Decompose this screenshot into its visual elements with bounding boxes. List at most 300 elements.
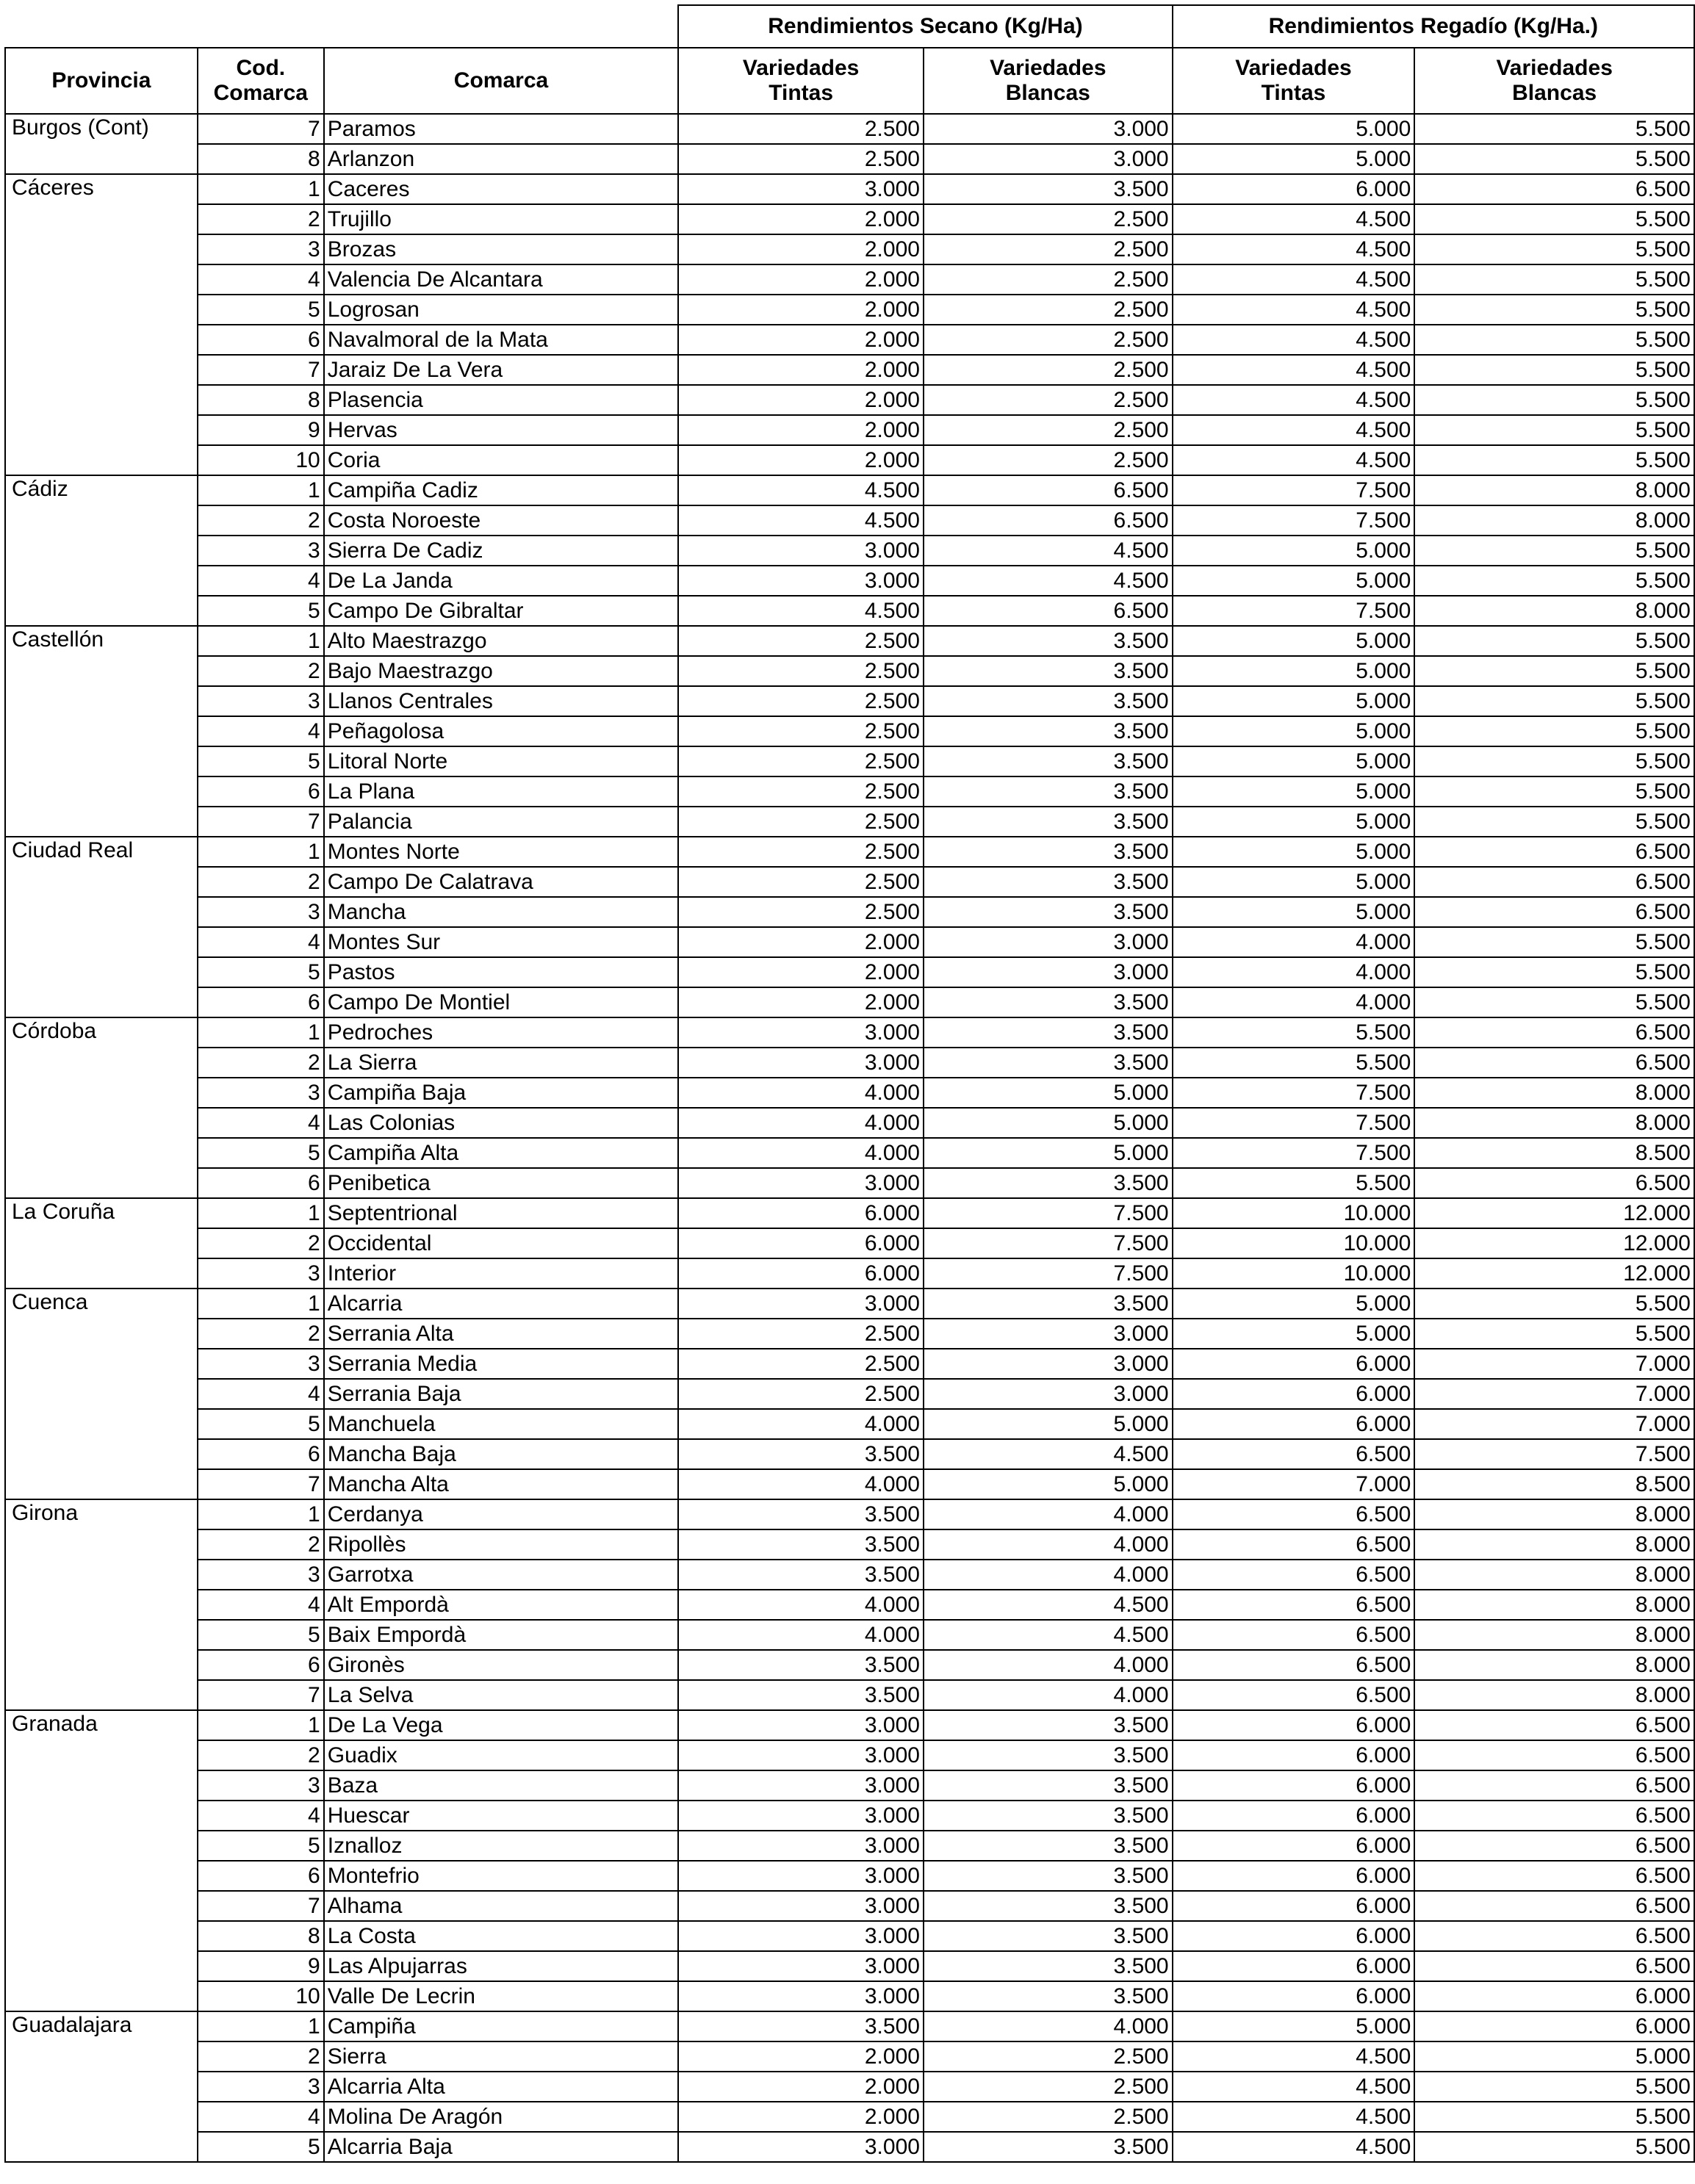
cell-cod-comarca: 1 xyxy=(198,1017,324,1048)
cell-cod-comarca: 2 xyxy=(198,204,324,234)
cell-secano-tintas: 3.500 xyxy=(678,1560,924,1590)
cell-secano-blancas: 3.500 xyxy=(924,897,1173,927)
cell-cod-comarca: 6 xyxy=(198,1439,324,1469)
cell-regadio-blancas: 7.000 xyxy=(1414,1379,1694,1409)
cell-regadio-blancas: 8.000 xyxy=(1414,1499,1694,1529)
cell-regadio-tintas: 6.500 xyxy=(1173,1499,1415,1529)
cell-cod-comarca: 4 xyxy=(198,716,324,746)
cell-cod-comarca: 1 xyxy=(198,2011,324,2041)
header-comarca: Comarca xyxy=(324,48,679,114)
cell-regadio-tintas: 4.500 xyxy=(1173,204,1415,234)
cell-cod-comarca: 3 xyxy=(198,1349,324,1379)
cell-regadio-blancas: 6.500 xyxy=(1414,1921,1694,1951)
cell-regadio-tintas: 5.000 xyxy=(1173,626,1415,656)
cell-secano-blancas: 7.500 xyxy=(924,1198,1173,1228)
cell-comarca: De La Vega xyxy=(324,1710,679,1740)
cell-regadio-tintas: 6.000 xyxy=(1173,1981,1415,2011)
cell-secano-tintas: 3.500 xyxy=(678,1439,924,1469)
cell-secano-tintas: 3.000 xyxy=(678,1168,924,1198)
cell-cod-comarca: 5 xyxy=(198,1409,324,1439)
cell-cod-comarca: 5 xyxy=(198,295,324,325)
cell-regadio-tintas: 4.500 xyxy=(1173,445,1415,475)
table-row xyxy=(5,596,1694,626)
header-regadio-blancas xyxy=(1414,48,1694,114)
cell-cod-comarca: 4 xyxy=(198,1801,324,1831)
cell-regadio-blancas: 5.500 xyxy=(1414,1289,1694,1319)
cell-secano-blancas: 2.500 xyxy=(924,2041,1173,2072)
cell-regadio-blancas: 5.500 xyxy=(1414,325,1694,355)
cell-comarca: Pastos xyxy=(324,957,679,987)
cell-comarca: Campo De Calatrava xyxy=(324,867,679,897)
cell-regadio-tintas: 5.000 xyxy=(1173,144,1415,174)
cell-regadio-blancas: 6.500 xyxy=(1414,174,1694,204)
cell-regadio-blancas: 5.500 xyxy=(1414,445,1694,475)
cell-secano-blancas: 3.500 xyxy=(924,1710,1173,1740)
cell-secano-tintas: 4.000 xyxy=(678,1108,924,1138)
cell-regadio-blancas: 8.000 xyxy=(1414,1620,1694,1650)
cell-provincia: Cáceres xyxy=(5,174,198,475)
cell-secano-blancas: 5.000 xyxy=(924,1078,1173,1108)
cell-comarca: Pedroches xyxy=(324,1017,679,1048)
cell-cod-comarca: 4 xyxy=(198,2102,324,2132)
cell-secano-blancas: 3.500 xyxy=(924,686,1173,716)
cell-cod-comarca: 3 xyxy=(198,1078,324,1108)
cell-comarca: Trujillo xyxy=(324,204,679,234)
cell-secano-blancas: 4.500 xyxy=(924,1439,1173,1469)
cell-regadio-tintas: 6.000 xyxy=(1173,1409,1415,1439)
cell-comarca: Mancha xyxy=(324,897,679,927)
cell-regadio-blancas: 6.000 xyxy=(1414,2011,1694,2041)
cell-cod-comarca: 4 xyxy=(198,1108,324,1138)
cell-regadio-blancas: 5.500 xyxy=(1414,716,1694,746)
cell-secano-blancas: 7.500 xyxy=(924,1258,1173,1289)
cell-comarca: Baix Empordà xyxy=(324,1620,679,1650)
cell-secano-blancas: 3.500 xyxy=(924,1168,1173,1198)
cell-comarca: Alcarria Alta xyxy=(324,2072,679,2102)
cell-secano-blancas: 5.000 xyxy=(924,1138,1173,1168)
table-row xyxy=(5,385,1694,415)
cell-comarca: Manchuela xyxy=(324,1409,679,1439)
cell-regadio-blancas: 5.500 xyxy=(1414,144,1694,174)
table-row xyxy=(5,1409,1694,1439)
table-row xyxy=(5,1680,1694,1710)
cell-comarca: De La Janda xyxy=(324,566,679,596)
table-row xyxy=(5,1048,1694,1078)
cell-secano-tintas: 6.000 xyxy=(678,1228,924,1258)
cell-comarca: Jaraiz De La Vera xyxy=(324,355,679,385)
cell-regadio-blancas: 6.500 xyxy=(1414,1710,1694,1740)
cell-secano-blancas: 3.500 xyxy=(924,867,1173,897)
cell-cod-comarca: 6 xyxy=(198,325,324,355)
cell-secano-blancas: 6.500 xyxy=(924,505,1173,536)
cell-secano-tintas: 3.500 xyxy=(678,1650,924,1680)
cell-regadio-tintas: 5.000 xyxy=(1173,656,1415,686)
cell-cod-comarca: 1 xyxy=(198,626,324,656)
cell-secano-tintas: 3.000 xyxy=(678,536,924,566)
table-row xyxy=(5,1650,1694,1680)
cell-regadio-blancas: 5.500 xyxy=(1414,385,1694,415)
cell-secano-tintas: 2.000 xyxy=(678,987,924,1017)
cell-provincia: Ciudad Real xyxy=(5,837,198,1017)
cell-regadio-tintas: 4.500 xyxy=(1173,415,1415,445)
table-row xyxy=(5,1951,1694,1981)
cell-secano-blancas: 4.000 xyxy=(924,1499,1173,1529)
cell-cod-comarca: 10 xyxy=(198,445,324,475)
cell-comarca: Las Alpujarras xyxy=(324,1951,679,1981)
cell-secano-tintas: 3.000 xyxy=(678,1289,924,1319)
cell-regadio-tintas: 4.500 xyxy=(1173,295,1415,325)
header-regadio-blancas-line2: Blancas xyxy=(1512,81,1597,105)
cell-cod-comarca: 5 xyxy=(198,2132,324,2162)
cell-comarca: Sierra xyxy=(324,2041,679,2072)
table-row xyxy=(5,1439,1694,1469)
cell-regadio-blancas: 8.500 xyxy=(1414,1138,1694,1168)
table-row xyxy=(5,746,1694,776)
cell-secano-tintas: 3.000 xyxy=(678,1921,924,1951)
cell-secano-tintas: 2.500 xyxy=(678,114,924,144)
table-row xyxy=(5,1740,1694,1770)
cell-cod-comarca: 10 xyxy=(198,1981,324,2011)
table-row xyxy=(5,415,1694,445)
cell-comarca: Alcarria xyxy=(324,1289,679,1319)
cell-secano-tintas: 4.000 xyxy=(678,1469,924,1499)
table-row xyxy=(5,686,1694,716)
cell-comarca: Peñagolosa xyxy=(324,716,679,746)
cell-cod-comarca: 6 xyxy=(198,776,324,807)
cell-secano-tintas: 2.000 xyxy=(678,325,924,355)
cell-comarca: Guadix xyxy=(324,1740,679,1770)
table-row xyxy=(5,1138,1694,1168)
cell-secano-tintas: 4.000 xyxy=(678,1138,924,1168)
cell-secano-tintas: 3.000 xyxy=(678,1981,924,2011)
table-row xyxy=(5,174,1694,204)
table-row xyxy=(5,325,1694,355)
cell-regadio-tintas: 7.500 xyxy=(1173,475,1415,505)
cell-comarca: Arlanzon xyxy=(324,144,679,174)
cell-regadio-tintas: 6.500 xyxy=(1173,1529,1415,1560)
cell-provincia: Córdoba xyxy=(5,1017,198,1198)
cell-regadio-tintas: 6.000 xyxy=(1173,1710,1415,1740)
cell-secano-tintas: 4.000 xyxy=(678,1078,924,1108)
cell-secano-tintas: 2.500 xyxy=(678,1319,924,1349)
cell-regadio-blancas: 5.500 xyxy=(1414,2132,1694,2162)
cell-cod-comarca: 2 xyxy=(198,1740,324,1770)
cell-comarca: Campiña Alta xyxy=(324,1138,679,1168)
cell-secano-blancas: 2.500 xyxy=(924,2102,1173,2132)
table-row xyxy=(5,2102,1694,2132)
table-row xyxy=(5,1891,1694,1921)
cell-secano-tintas: 2.500 xyxy=(678,1379,924,1409)
cell-comarca: Serrania Alta xyxy=(324,1319,679,1349)
table-row xyxy=(5,505,1694,536)
header-regadio-blancas-line1: Variedades xyxy=(1496,56,1613,80)
cell-comarca: Molina De Aragón xyxy=(324,2102,679,2132)
table-row xyxy=(5,566,1694,596)
cell-secano-tintas: 2.000 xyxy=(678,264,924,295)
cell-secano-blancas: 3.500 xyxy=(924,656,1173,686)
cell-comarca: Serrania Media xyxy=(324,1349,679,1379)
cell-secano-tintas: 2.500 xyxy=(678,746,924,776)
cell-regadio-tintas: 5.000 xyxy=(1173,686,1415,716)
cell-secano-blancas: 6.500 xyxy=(924,596,1173,626)
cell-regadio-blancas: 6.500 xyxy=(1414,1168,1694,1198)
cell-regadio-blancas: 5.000 xyxy=(1414,2041,1694,2072)
cell-secano-tintas: 2.500 xyxy=(678,1349,924,1379)
cell-cod-comarca: 9 xyxy=(198,415,324,445)
table-row xyxy=(5,776,1694,807)
cell-cod-comarca: 8 xyxy=(198,144,324,174)
cell-cod-comarca: 4 xyxy=(198,264,324,295)
cell-regadio-tintas: 7.500 xyxy=(1173,1138,1415,1168)
cell-comarca: Alt Empordà xyxy=(324,1590,679,1620)
header-cod-comarca xyxy=(198,48,324,114)
cell-secano-blancas: 3.500 xyxy=(924,837,1173,867)
cell-secano-tintas: 2.000 xyxy=(678,355,924,385)
cell-regadio-blancas: 5.500 xyxy=(1414,686,1694,716)
cell-regadio-blancas: 5.500 xyxy=(1414,2102,1694,2132)
cell-regadio-tintas: 7.500 xyxy=(1173,1078,1415,1108)
cell-comarca: Huescar xyxy=(324,1801,679,1831)
cell-cod-comarca: 8 xyxy=(198,1921,324,1951)
cell-secano-tintas: 3.000 xyxy=(678,1770,924,1801)
header-blank xyxy=(5,5,678,48)
cell-secano-blancas: 3.500 xyxy=(924,776,1173,807)
cell-secano-blancas: 3.000 xyxy=(924,1319,1173,1349)
cell-comarca: Campiña Cadiz xyxy=(324,475,679,505)
cell-regadio-blancas: 5.500 xyxy=(1414,234,1694,264)
table-row xyxy=(5,1228,1694,1258)
cell-secano-blancas: 2.500 xyxy=(924,325,1173,355)
cell-secano-blancas: 3.000 xyxy=(924,1349,1173,1379)
cell-regadio-tintas: 5.000 xyxy=(1173,536,1415,566)
cell-regadio-tintas: 4.500 xyxy=(1173,2072,1415,2102)
cell-regadio-blancas: 5.500 xyxy=(1414,987,1694,1017)
cell-cod-comarca: 4 xyxy=(198,566,324,596)
cell-secano-tintas: 2.000 xyxy=(678,234,924,264)
cell-secano-blancas: 3.500 xyxy=(924,1861,1173,1891)
cell-regadio-tintas: 4.000 xyxy=(1173,927,1415,957)
header-cod-comarca-line1: Cod. xyxy=(236,56,286,80)
cell-regadio-tintas: 4.500 xyxy=(1173,264,1415,295)
table-row xyxy=(5,1469,1694,1499)
cell-cod-comarca: 2 xyxy=(198,1048,324,1078)
header-cod-comarca-line2: Comarca xyxy=(213,81,308,105)
table-row xyxy=(5,264,1694,295)
cell-cod-comarca: 1 xyxy=(198,1198,324,1228)
cell-cod-comarca: 1 xyxy=(198,475,324,505)
cell-secano-tintas: 4.500 xyxy=(678,596,924,626)
cell-regadio-blancas: 8.500 xyxy=(1414,1469,1694,1499)
table-row xyxy=(5,1319,1694,1349)
table-row xyxy=(5,1499,1694,1529)
cell-cod-comarca: 2 xyxy=(198,656,324,686)
cell-regadio-tintas: 6.500 xyxy=(1173,1650,1415,1680)
cell-cod-comarca: 6 xyxy=(198,1861,324,1891)
table-row xyxy=(5,1379,1694,1409)
cell-secano-tintas: 2.500 xyxy=(678,656,924,686)
cell-secano-tintas: 3.500 xyxy=(678,1499,924,1529)
cell-cod-comarca: 3 xyxy=(198,897,324,927)
cell-comarca: Interior xyxy=(324,1258,679,1289)
table-row xyxy=(5,987,1694,1017)
cell-secano-blancas: 2.500 xyxy=(924,415,1173,445)
cell-cod-comarca: 2 xyxy=(198,867,324,897)
cell-provincia: Girona xyxy=(5,1499,198,1710)
cell-comarca: Mancha Baja xyxy=(324,1439,679,1469)
cell-regadio-blancas: 5.500 xyxy=(1414,957,1694,987)
cell-comarca: Bajo Maestrazgo xyxy=(324,656,679,686)
cell-cod-comarca: 7 xyxy=(198,1891,324,1921)
yields-table xyxy=(4,4,1695,2163)
cell-secano-tintas: 2.500 xyxy=(678,867,924,897)
table-row xyxy=(5,1529,1694,1560)
cell-regadio-tintas: 5.000 xyxy=(1173,566,1415,596)
cell-regadio-blancas: 12.000 xyxy=(1414,1198,1694,1228)
cell-regadio-tintas: 6.000 xyxy=(1173,1770,1415,1801)
cell-regadio-tintas: 5.500 xyxy=(1173,1048,1415,1078)
cell-regadio-tintas: 6.000 xyxy=(1173,1951,1415,1981)
cell-comarca: Las Colonias xyxy=(324,1108,679,1138)
cell-secano-blancas: 3.500 xyxy=(924,807,1173,837)
cell-comarca: Caceres xyxy=(324,174,679,204)
cell-comarca: La Sierra xyxy=(324,1048,679,1078)
cell-secano-blancas: 3.500 xyxy=(924,987,1173,1017)
cell-cod-comarca: 1 xyxy=(198,837,324,867)
cell-regadio-tintas: 6.000 xyxy=(1173,174,1415,204)
table-row xyxy=(5,1017,1694,1048)
cell-regadio-tintas: 4.500 xyxy=(1173,2041,1415,2072)
cell-cod-comarca: 2 xyxy=(198,1319,324,1349)
cell-secano-blancas: 3.500 xyxy=(924,1951,1173,1981)
cell-secano-blancas: 3.000 xyxy=(924,957,1173,987)
cell-regadio-blancas: 8.000 xyxy=(1414,1560,1694,1590)
cell-provincia: Burgos (Cont) xyxy=(5,114,198,174)
cell-secano-blancas: 2.500 xyxy=(924,355,1173,385)
cell-regadio-blancas: 7.000 xyxy=(1414,1349,1694,1379)
cell-comarca: La Selva xyxy=(324,1680,679,1710)
cell-cod-comarca: 3 xyxy=(198,686,324,716)
cell-regadio-tintas: 5.000 xyxy=(1173,716,1415,746)
cell-secano-tintas: 2.000 xyxy=(678,204,924,234)
cell-comarca: Mancha Alta xyxy=(324,1469,679,1499)
cell-secano-tintas: 2.500 xyxy=(678,776,924,807)
cell-regadio-blancas: 7.000 xyxy=(1414,1409,1694,1439)
cell-cod-comarca: 3 xyxy=(198,2072,324,2102)
cell-regadio-tintas: 6.000 xyxy=(1173,1379,1415,1409)
cell-regadio-blancas: 7.500 xyxy=(1414,1439,1694,1469)
cell-cod-comarca: 3 xyxy=(198,234,324,264)
cell-secano-tintas: 3.000 xyxy=(678,1891,924,1921)
cell-regadio-blancas: 5.500 xyxy=(1414,2072,1694,2102)
cell-secano-blancas: 4.000 xyxy=(924,1529,1173,1560)
cell-cod-comarca: 3 xyxy=(198,1770,324,1801)
cell-cod-comarca: 6 xyxy=(198,1168,324,1198)
cell-secano-tintas: 2.000 xyxy=(678,2041,924,2072)
cell-cod-comarca: 2 xyxy=(198,1529,324,1560)
cell-regadio-tintas: 5.000 xyxy=(1173,2011,1415,2041)
table-row xyxy=(5,1198,1694,1228)
table-row xyxy=(5,1168,1694,1198)
cell-secano-tintas: 4.500 xyxy=(678,475,924,505)
table-row xyxy=(5,2132,1694,2162)
cell-secano-tintas: 2.000 xyxy=(678,2072,924,2102)
cell-regadio-blancas: 6.500 xyxy=(1414,1048,1694,1078)
table-row xyxy=(5,957,1694,987)
cell-regadio-blancas: 6.500 xyxy=(1414,1951,1694,1981)
cell-secano-tintas: 3.000 xyxy=(678,2132,924,2162)
cell-secano-blancas: 3.000 xyxy=(924,114,1173,144)
cell-secano-tintas: 3.000 xyxy=(678,1048,924,1078)
cell-regadio-tintas: 6.500 xyxy=(1173,1590,1415,1620)
cell-secano-tintas: 6.000 xyxy=(678,1198,924,1228)
cell-cod-comarca: 4 xyxy=(198,1590,324,1620)
cell-regadio-blancas: 6.500 xyxy=(1414,1770,1694,1801)
table-row xyxy=(5,475,1694,505)
table-row xyxy=(5,1921,1694,1951)
cell-regadio-tintas: 4.500 xyxy=(1173,2102,1415,2132)
cell-regadio-blancas: 5.500 xyxy=(1414,355,1694,385)
cell-provincia: Cuenca xyxy=(5,1289,198,1499)
table-row xyxy=(5,2072,1694,2102)
cell-secano-blancas: 2.500 xyxy=(924,204,1173,234)
cell-secano-blancas: 3.000 xyxy=(924,927,1173,957)
cell-regadio-tintas: 5.500 xyxy=(1173,1017,1415,1048)
cell-regadio-tintas: 5.000 xyxy=(1173,897,1415,927)
cell-secano-tintas: 2.000 xyxy=(678,385,924,415)
cell-regadio-tintas: 4.000 xyxy=(1173,957,1415,987)
cell-regadio-tintas: 5.000 xyxy=(1173,837,1415,867)
cell-secano-blancas: 5.000 xyxy=(924,1469,1173,1499)
header-secano-tintas-line1: Variedades xyxy=(742,56,860,80)
cell-secano-blancas: 3.500 xyxy=(924,746,1173,776)
cell-regadio-blancas: 5.500 xyxy=(1414,626,1694,656)
cell-secano-blancas: 3.500 xyxy=(924,1048,1173,1078)
cell-secano-tintas: 2.500 xyxy=(678,837,924,867)
cell-secano-blancas: 6.500 xyxy=(924,475,1173,505)
cell-secano-tintas: 3.500 xyxy=(678,2011,924,2041)
cell-regadio-tintas: 4.500 xyxy=(1173,325,1415,355)
cell-secano-tintas: 2.000 xyxy=(678,957,924,987)
cell-regadio-blancas: 8.000 xyxy=(1414,1680,1694,1710)
cell-secano-blancas: 3.500 xyxy=(924,716,1173,746)
cell-provincia: Castellón xyxy=(5,626,198,837)
cell-secano-tintas: 2.000 xyxy=(678,295,924,325)
cell-regadio-tintas: 5.000 xyxy=(1173,807,1415,837)
cell-comarca: Cerdanya xyxy=(324,1499,679,1529)
cell-regadio-tintas: 4.500 xyxy=(1173,385,1415,415)
cell-secano-tintas: 4.000 xyxy=(678,1590,924,1620)
cell-secano-blancas: 3.500 xyxy=(924,1770,1173,1801)
cell-secano-blancas: 3.500 xyxy=(924,1981,1173,2011)
cell-comarca: Campiña xyxy=(324,2011,679,2041)
cell-cod-comarca: 5 xyxy=(198,596,324,626)
cell-regadio-blancas: 8.000 xyxy=(1414,1529,1694,1560)
header-regadio-tintas xyxy=(1173,48,1415,114)
cell-regadio-tintas: 7.500 xyxy=(1173,1108,1415,1138)
cell-secano-tintas: 3.000 xyxy=(678,1831,924,1861)
cell-secano-tintas: 3.500 xyxy=(678,1529,924,1560)
cell-secano-tintas: 3.000 xyxy=(678,174,924,204)
cell-regadio-blancas: 5.500 xyxy=(1414,295,1694,325)
cell-comarca: Hervas xyxy=(324,415,679,445)
cell-comarca: Logrosan xyxy=(324,295,679,325)
header-secano-blancas-line1: Variedades xyxy=(990,56,1106,80)
table-row xyxy=(5,1349,1694,1379)
cell-comarca: Penibetica xyxy=(324,1168,679,1198)
cell-cod-comarca: 6 xyxy=(198,987,324,1017)
cell-cod-comarca: 7 xyxy=(198,355,324,385)
cell-secano-blancas: 3.500 xyxy=(924,1831,1173,1861)
